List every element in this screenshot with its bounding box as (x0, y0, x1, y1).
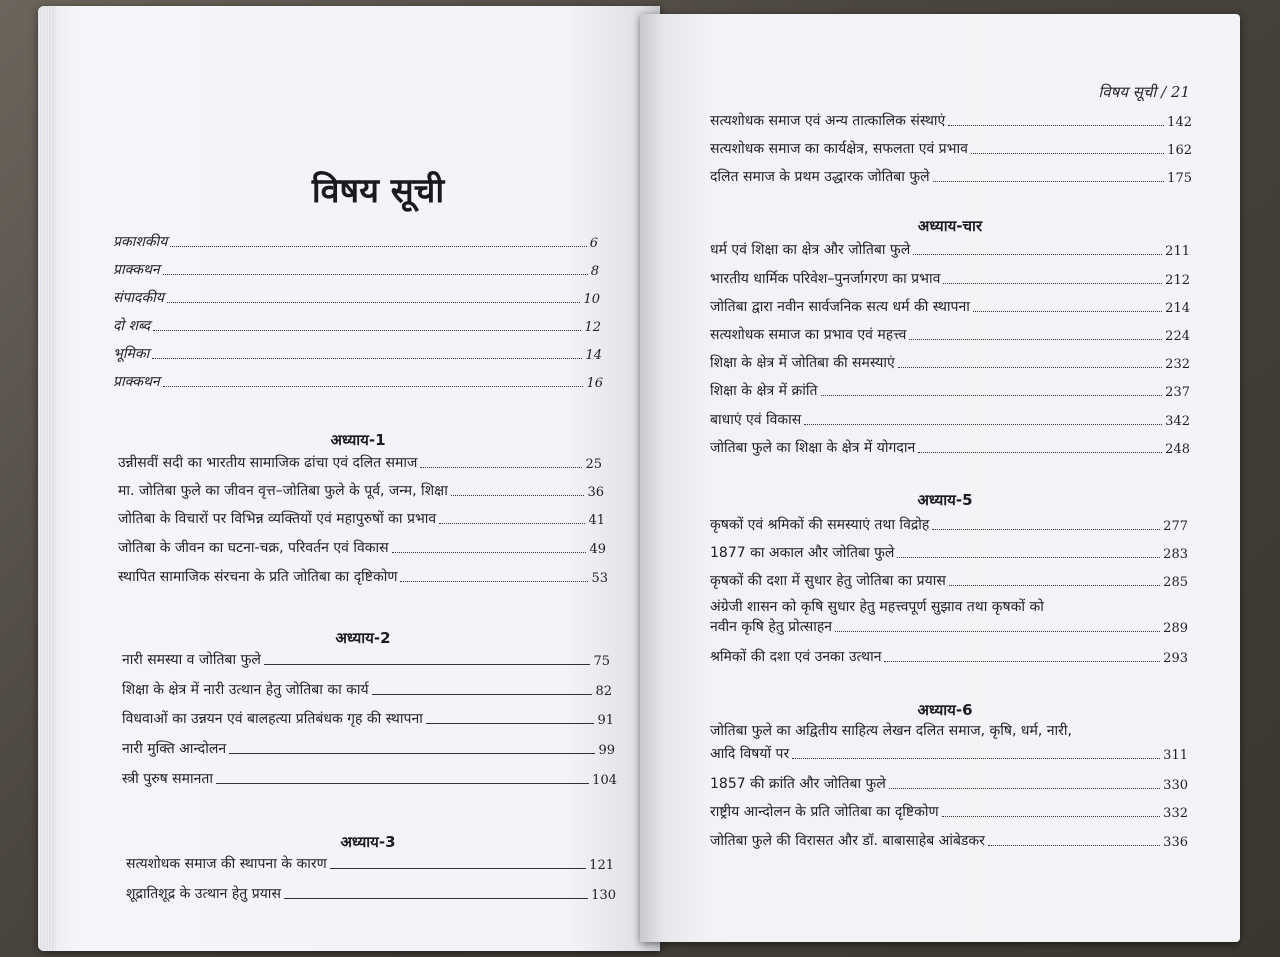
toc-entry: दलित समाज के प्रथम उद्धारक जोतिबा फुले 175 (710, 169, 1192, 186)
chapter-heading: अध्याय-3 (340, 833, 396, 851)
toc-entry: शूद्रातिशूद्र के उत्थान हेतु प्रयास 130 (126, 886, 616, 903)
toc-entry: श्रमिकों की दशा एवं उनका उत्थान 293 (710, 649, 1188, 666)
toc-entry: उन्नीसवीं सदी का भारतीय सामाजिक ढांचा एवं दलित समाज 25 (118, 455, 602, 472)
toc-entry: सत्यशोधक समाज एवं अन्य तात्कालिक संस्थाएं 142 (710, 113, 1192, 130)
toc-entry: भूमिका 14 (113, 346, 602, 363)
toc-entry: दो शब्द 12 (113, 318, 601, 335)
toc-entry: जोतिबा के जीवन का घटना-चक्र, परिवर्तन एवं विकास 49 (118, 540, 606, 557)
chapter-heading: अध्याय-5 (917, 491, 973, 509)
toc-entry: मा. जोतिबा फुले का जीवन वृत्त–जोतिबा फुले के पूर्व, जन्म, शिक्षा 36 (118, 483, 604, 500)
toc-entry: 1857 की क्रांति और जोतिबा फुले 330 (710, 776, 1188, 793)
toc-entry: कृषकों की दशा में सुधार हेतु जोतिबा का प्रयास 285 (710, 573, 1188, 590)
page-title: विषय सूची (311, 171, 445, 211)
left-page (38, 6, 660, 951)
toc-entry: स्त्री पुरुष समानता 104 (122, 771, 617, 788)
toc-entry: सत्यशोधक समाज का प्रभाव एवं महत्त्व 224 (710, 327, 1190, 344)
toc-entry: शिक्षा के क्षेत्र में नारी उत्थान हेतु जोतिबा का कार्य 82 (122, 682, 612, 699)
chapter-heading: अध्याय-1 (330, 431, 386, 449)
toc-entry: बाधाएं एवं विकास 342 (710, 412, 1190, 429)
toc-entry: जोतिबा द्वारा नवीन सार्वजनिक सत्य धर्म की स्थापना 214 (710, 299, 1190, 316)
chapter-heading: अध्याय-2 (335, 629, 391, 647)
toc-entry: सत्यशोधक समाज का कार्यक्षेत्र, सफलता एवं प्रभाव 162 (710, 141, 1192, 158)
toc-entry-first-line: अंग्रेजी शासन को कृषि सुधार हेतु महत्त्वपूर्ण सुझाव तथा कृषकों को (710, 599, 1044, 615)
toc-entry: शिक्षा के क्षेत्र में जोतिबा की समस्याएं 232 (710, 355, 1190, 372)
toc-entry: नारी समस्या व जोतिबा फुले 75 (122, 652, 610, 669)
chapter-heading: अध्याय-6 (917, 701, 973, 719)
toc-entry: सत्यशोधक समाज की स्थापना के कारण 121 (126, 856, 614, 873)
running-head: विषय सूची / 21 (1098, 83, 1190, 101)
toc-entry-first-line: जोतिबा फुले का अद्वितीय साहित्य लेखन दलित समाज, कृषि, धर्म, नारी, (710, 723, 1072, 739)
toc-entry: 1877 का अकाल और जोतिबा फुले 283 (710, 545, 1188, 562)
toc-entry: नवीन कृषि हेतु प्रोत्साहन 289 (710, 619, 1188, 636)
toc-entry: भारतीय धार्मिक परिवेश–पुनर्जागरण का प्रभाव 212 (710, 271, 1190, 288)
toc-entry: आदि विषयों पर 311 (710, 746, 1188, 763)
toc-entry: जोतिबा फुले की विरासत और डॉ. बाबासाहेब आंबेडकर 336 (710, 833, 1188, 850)
book-spread (28, 6, 1228, 951)
toc-entry: शिक्षा के क्षेत्र में क्रांति 237 (710, 383, 1190, 400)
toc-entry: नारी मुक्ति आन्दोलन 99 (122, 741, 615, 758)
toc-entry: कृषकों एवं श्रमिकों की समस्याएं तथा विद्रोह 277 (710, 517, 1188, 534)
toc-entry: स्थापित सामाजिक संरचना के प्रति जोतिबा का दृष्टिकोण 53 (118, 569, 608, 586)
toc-entry: धर्म एवं शिक्षा का क्षेत्र और जोतिबा फुले 211 (710, 242, 1190, 259)
toc-entry: जोतिबा फुले का शिक्षा के क्षेत्र में योगदान 248 (710, 440, 1190, 457)
chapter-heading: अध्याय-चार (917, 217, 983, 235)
toc-entry: प्राक्कथन 8 (113, 262, 599, 279)
toc-entry: विधवाओं का उन्नयन एवं बालहत्या प्रतिबंधक गृह की स्थापना 91 (122, 711, 614, 728)
toc-entry: प्रकाशकीय 6 (113, 234, 598, 251)
toc-entry: संपादकीय 10 (113, 290, 600, 307)
toc-entry: प्राक्कथन 16 (113, 374, 603, 391)
page-edges (38, 6, 56, 951)
right-page (640, 14, 1240, 942)
toc-entry: जोतिबा के विचारों पर विभिन्न व्यक्तियों एवं महापुरुषों का प्रभाव 41 (118, 511, 605, 528)
toc-entry: राष्ट्रीय आन्दोलन के प्रति जोतिबा का दृष्टिकोण 332 (710, 804, 1188, 821)
